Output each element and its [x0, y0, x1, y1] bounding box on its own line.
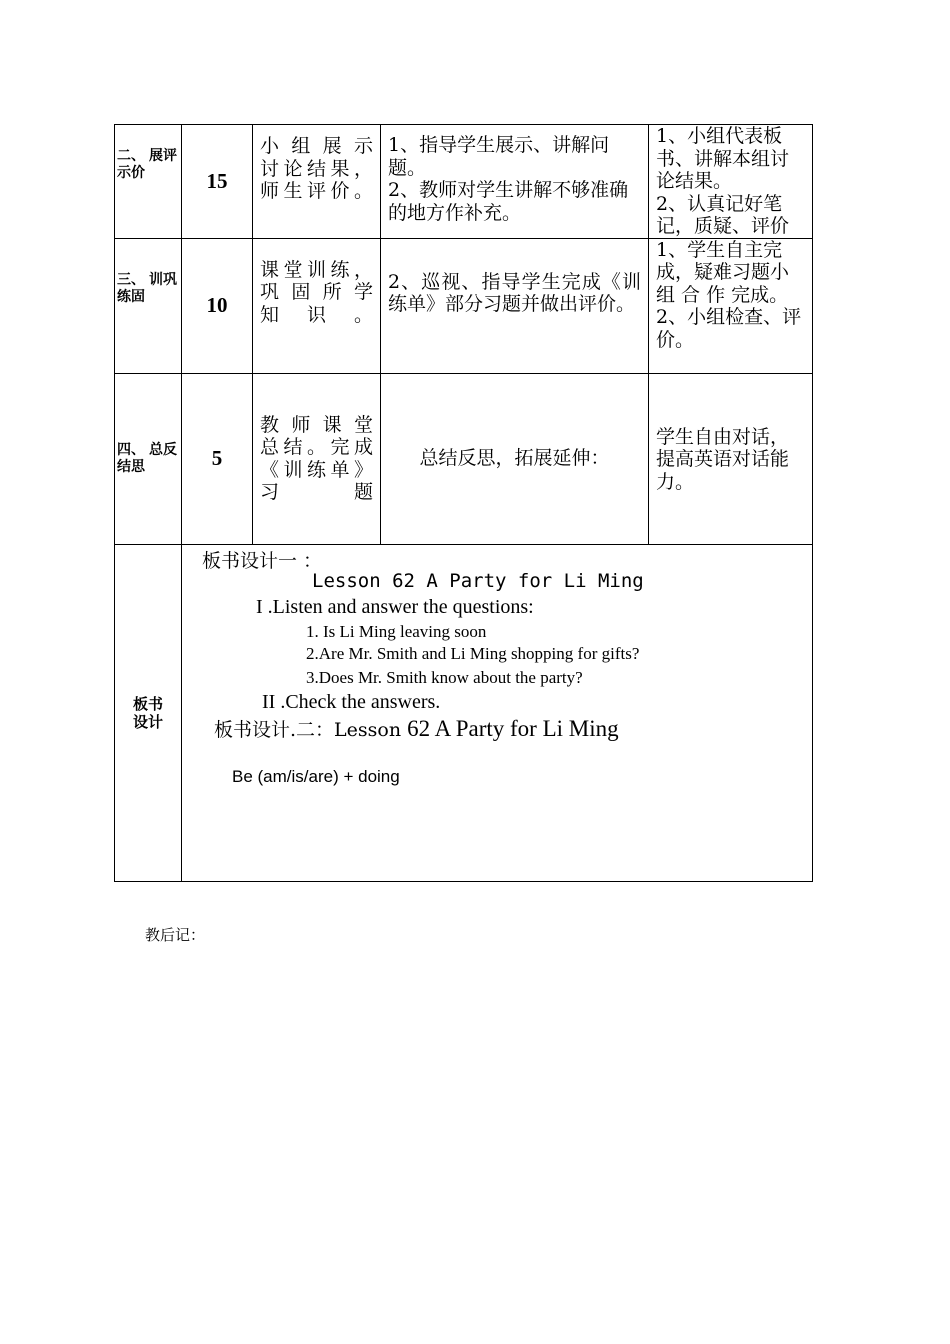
teacher-line: 2、巡视、指导学生完成《训练单》部分习题并做出评价。 [388, 270, 641, 315]
stage-cell [115, 373, 182, 544]
grammar-pattern: Be (am/is/are) + doing [232, 766, 400, 786]
teacher-line: 1、指导学生展示、讲解问题。 [388, 134, 610, 179]
question-item: 1. Is Li Ming leaving soon [306, 621, 487, 641]
student-line: 学生自由对话，提高英语对话能力。 [656, 425, 790, 493]
student-activity-cell [649, 238, 813, 373]
stage-label-left: 二、示价 [117, 148, 145, 181]
student-activity-cell [649, 125, 813, 239]
afterword-label: 教后记： [145, 926, 206, 944]
stage-cell [115, 125, 182, 239]
board-design-row [115, 544, 813, 881]
time-cell: 15 [182, 125, 253, 239]
board-design-content [182, 544, 813, 881]
stage-label-right: 总反 [149, 441, 177, 458]
teacher-activity-cell [381, 238, 649, 373]
board-design-label: 板书设计 [115, 544, 182, 881]
table-row [115, 125, 813, 239]
student-line: 1、小组代表板书、讲解本组讨论结果。 [656, 125, 790, 192]
teacher-line: 总结反思，拓展延伸： [419, 447, 610, 470]
board-design-two-heading [214, 715, 619, 742]
stage-label-right: 训巩 [149, 271, 177, 288]
stage-cell [115, 238, 182, 373]
board-design-two-prefix: 板书设计.二：Lesson [214, 718, 408, 741]
stage-label-right: 展评 [149, 148, 177, 164]
table-row [115, 238, 813, 373]
board-design-two-title: 62 A Party for Li Ming [407, 715, 619, 741]
teacher-line: 2、教师对学生讲解不够准确的地方作补充。 [388, 179, 629, 224]
question-item: 2.Are Mr. Smith and Li Ming shopping for gifts? [306, 643, 640, 663]
content-cell: 课堂训练，巩 固 所 学知识。 [253, 238, 381, 373]
stage-label-left: 四、结思 [117, 441, 145, 475]
student-activity-cell [649, 373, 813, 544]
teacher-activity-cell [381, 125, 649, 239]
content-cell: 小 组 展 示讨论结果，师生评价。 [253, 125, 381, 239]
lesson-plan-table [114, 124, 813, 882]
section-two-heading: II .Check the answers. [262, 690, 441, 713]
teacher-activity-cell [381, 373, 649, 544]
student-line: 1、学生自主完成，疑难习题小 组 合 作 完成。 [656, 238, 790, 306]
section-one-heading: I .Listen and answer the questions: [256, 595, 534, 618]
board-design-one-heading: 板书设计一 ： [202, 549, 323, 572]
time-cell: 5 [182, 373, 253, 544]
time-cell: 10 [182, 238, 253, 373]
table-row [115, 373, 813, 544]
student-line: 2、认真记好笔记，质疑、评价 [656, 192, 790, 237]
lesson-title: Lesson 62 A Party for Li Ming [312, 569, 644, 592]
content-cell: 教 师 课 堂总结。完成《训练单》习题 [253, 373, 381, 544]
stage-label-left: 三、练固 [117, 271, 145, 305]
student-line: 2、小组检查、评价。 [656, 306, 802, 351]
question-item: 3.Does Mr. Smith know about the party? [306, 667, 583, 687]
